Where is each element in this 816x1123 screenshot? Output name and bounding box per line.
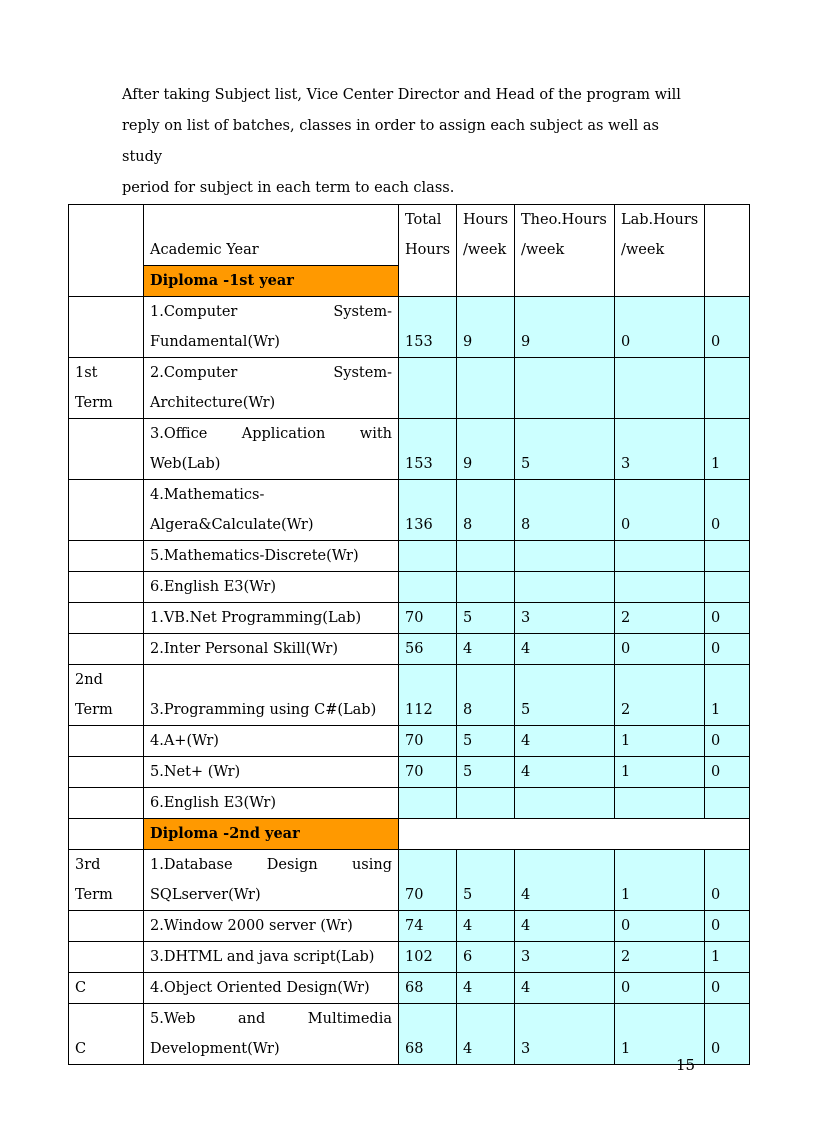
extra-cell: 0 [705,911,750,942]
theo-cell [515,358,615,419]
extra-cell: 1 [705,942,750,973]
subject-cell: 3.Office Application with Web(Lab) [144,419,399,480]
term-cell [69,603,144,634]
term-cell [69,911,144,942]
term-cell [69,788,144,819]
extra-cell [705,358,750,419]
hours-cell: 4 [457,973,515,1004]
lab-cell: 1 [615,850,705,911]
total-cell: 136 [399,480,457,541]
subject-cell: 5.Net+ (Wr) [144,757,399,788]
lab-cell: 0 [615,973,705,1004]
lab-cell [615,572,705,603]
year2-term-cell [69,819,144,850]
term-cell [69,297,144,358]
theo-cell: 3 [515,942,615,973]
table-header-row [69,205,750,266]
hours-cell: 6 [457,942,515,973]
table-row [69,358,750,419]
year2-label: Diploma -2nd year [144,819,399,850]
term-cell [69,726,144,757]
theo-cell: 4 [515,634,615,665]
subject-cell: 3.DHTML and java script(Lab) [144,942,399,973]
header-academic-year: Academic Year [144,205,399,266]
hours-cell: 9 [457,419,515,480]
table-row [69,419,750,480]
extra-cell: 0 [705,726,750,757]
term-cell [69,419,144,480]
header-total-hours: Total Hours [399,205,457,297]
theo-cell [515,572,615,603]
term-cell [69,942,144,973]
extra-cell: 1 [705,419,750,480]
intro-line-2: reply on list of batches, classes in order to assign each subject as well as study [122,118,659,165]
table-row [69,757,750,788]
hours-cell: 5 [457,603,515,634]
header-lab-hours: Lab.Hours /week [615,205,705,297]
lab-cell: 2 [615,665,705,726]
table-row [69,634,750,665]
lab-cell: 1 [615,726,705,757]
year2-row [69,819,750,850]
lab-cell: 1 [615,757,705,788]
subject-cell: 1.VB.Net Programming(Lab) [144,603,399,634]
term-cell [69,572,144,603]
total-cell: 153 [399,419,457,480]
lab-cell [615,358,705,419]
extra-cell: 0 [705,297,750,358]
lab-cell [615,788,705,819]
extra-cell: 0 [705,757,750,788]
lab-cell: 1 [615,1004,705,1065]
subject-cell: 6.English E3(Wr) [144,572,399,603]
table-row [69,665,750,726]
extra-cell [705,541,750,572]
extra-cell: 1 [705,665,750,726]
header-extra [705,205,750,297]
total-cell: 68 [399,973,457,1004]
total-cell: 70 [399,726,457,757]
total-cell: 112 [399,665,457,726]
theo-cell: 4 [515,911,615,942]
lab-cell: 2 [615,942,705,973]
theo-cell: 5 [515,665,615,726]
hours-cell: 8 [457,480,515,541]
year2-blank [399,819,750,850]
theo-cell: 3 [515,1004,615,1065]
theo-cell: 5 [515,419,615,480]
subject-cell: 1.Computer System- Fundamental(Wr) [144,297,399,358]
theo-cell: 3 [515,603,615,634]
table-row [69,297,750,358]
term-cell [69,757,144,788]
table-row [69,726,750,757]
total-cell: 70 [399,603,457,634]
term-cell: 2nd Term [69,665,144,726]
header-term-cell [69,205,144,297]
term-cell: C [69,1004,144,1065]
hours-cell [457,541,515,572]
total-cell: 102 [399,942,457,973]
intro-paragraph [122,80,692,204]
table-row [69,788,750,819]
lab-cell: 0 [615,297,705,358]
hours-cell [457,358,515,419]
hours-cell [457,788,515,819]
subject-cell: 4.A+(Wr) [144,726,399,757]
subject-cell: 2.Inter Personal Skill(Wr) [144,634,399,665]
subject-cell: 1.Database Design using SQLserver(Wr) [144,850,399,911]
subject-cell: 3.Programming using C#(Lab) [144,665,399,726]
term-cell: 1st Term [69,358,144,419]
term-cell [69,480,144,541]
header-theo-hours: Theo.Hours /week [515,205,615,297]
hours-cell: 5 [457,850,515,911]
theo-cell: 8 [515,480,615,541]
intro-line-1: After taking Subject list, Vice Center Director and Head of the program will [122,87,681,103]
subject-cell: 2.Computer System- Architecture(Wr) [144,358,399,419]
table-row [69,942,750,973]
total-cell: 68 [399,1004,457,1065]
total-cell: 74 [399,911,457,942]
hours-cell: 4 [457,911,515,942]
subject-cell: 2.Window 2000 server (Wr) [144,911,399,942]
table-row [69,541,750,572]
subject-cell: 5.Mathematics-Discrete(Wr) [144,541,399,572]
lab-cell: 2 [615,603,705,634]
table-row [69,973,750,1004]
theo-cell: 4 [515,757,615,788]
total-cell: 70 [399,850,457,911]
hours-cell [457,572,515,603]
theo-cell: 4 [515,973,615,1004]
total-cell: 56 [399,634,457,665]
hours-cell: 9 [457,297,515,358]
table-row [69,850,750,911]
table-row [69,911,750,942]
year1-label: Diploma -1st year [144,266,399,297]
extra-cell [705,788,750,819]
table-row [69,1004,750,1065]
extra-cell [705,572,750,603]
subject-table [68,204,750,1065]
page-number: 15 [676,1056,696,1074]
term-cell: C [69,973,144,1004]
extra-cell: 0 [705,634,750,665]
lab-cell: 0 [615,634,705,665]
hours-cell: 5 [457,757,515,788]
lab-cell: 0 [615,480,705,541]
lab-cell: 3 [615,419,705,480]
lab-cell: 0 [615,911,705,942]
subject-cell: 5.Web and Multimedia Development(Wr) [144,1004,399,1065]
theo-cell: 4 [515,850,615,911]
hours-cell: 8 [457,665,515,726]
total-cell: 153 [399,297,457,358]
header-hours-week: Hours /week [457,205,515,297]
extra-cell: 0 [705,1004,750,1065]
table-row [69,603,750,634]
theo-cell: 4 [515,726,615,757]
extra-cell: 0 [705,850,750,911]
subject-cell: 4.Object Oriented Design(Wr) [144,973,399,1004]
subject-cell: 6.English E3(Wr) [144,788,399,819]
table-row [69,480,750,541]
table-row [69,572,750,603]
term-cell: 3rd Term [69,850,144,911]
hours-cell: 4 [457,634,515,665]
hours-cell: 5 [457,726,515,757]
hours-cell: 4 [457,1004,515,1065]
extra-cell: 0 [705,973,750,1004]
lab-cell [615,541,705,572]
extra-cell: 0 [705,480,750,541]
subject-cell: 4.Mathematics- Algera&Calculate(Wr) [144,480,399,541]
term-cell [69,541,144,572]
total-cell [399,358,457,419]
intro-line-3: period for subject in each term to each class. [122,180,455,196]
extra-cell: 0 [705,603,750,634]
total-cell [399,788,457,819]
total-cell: 70 [399,757,457,788]
term-cell [69,634,144,665]
theo-cell: 9 [515,297,615,358]
total-cell [399,572,457,603]
theo-cell [515,541,615,572]
total-cell [399,541,457,572]
theo-cell [515,788,615,819]
